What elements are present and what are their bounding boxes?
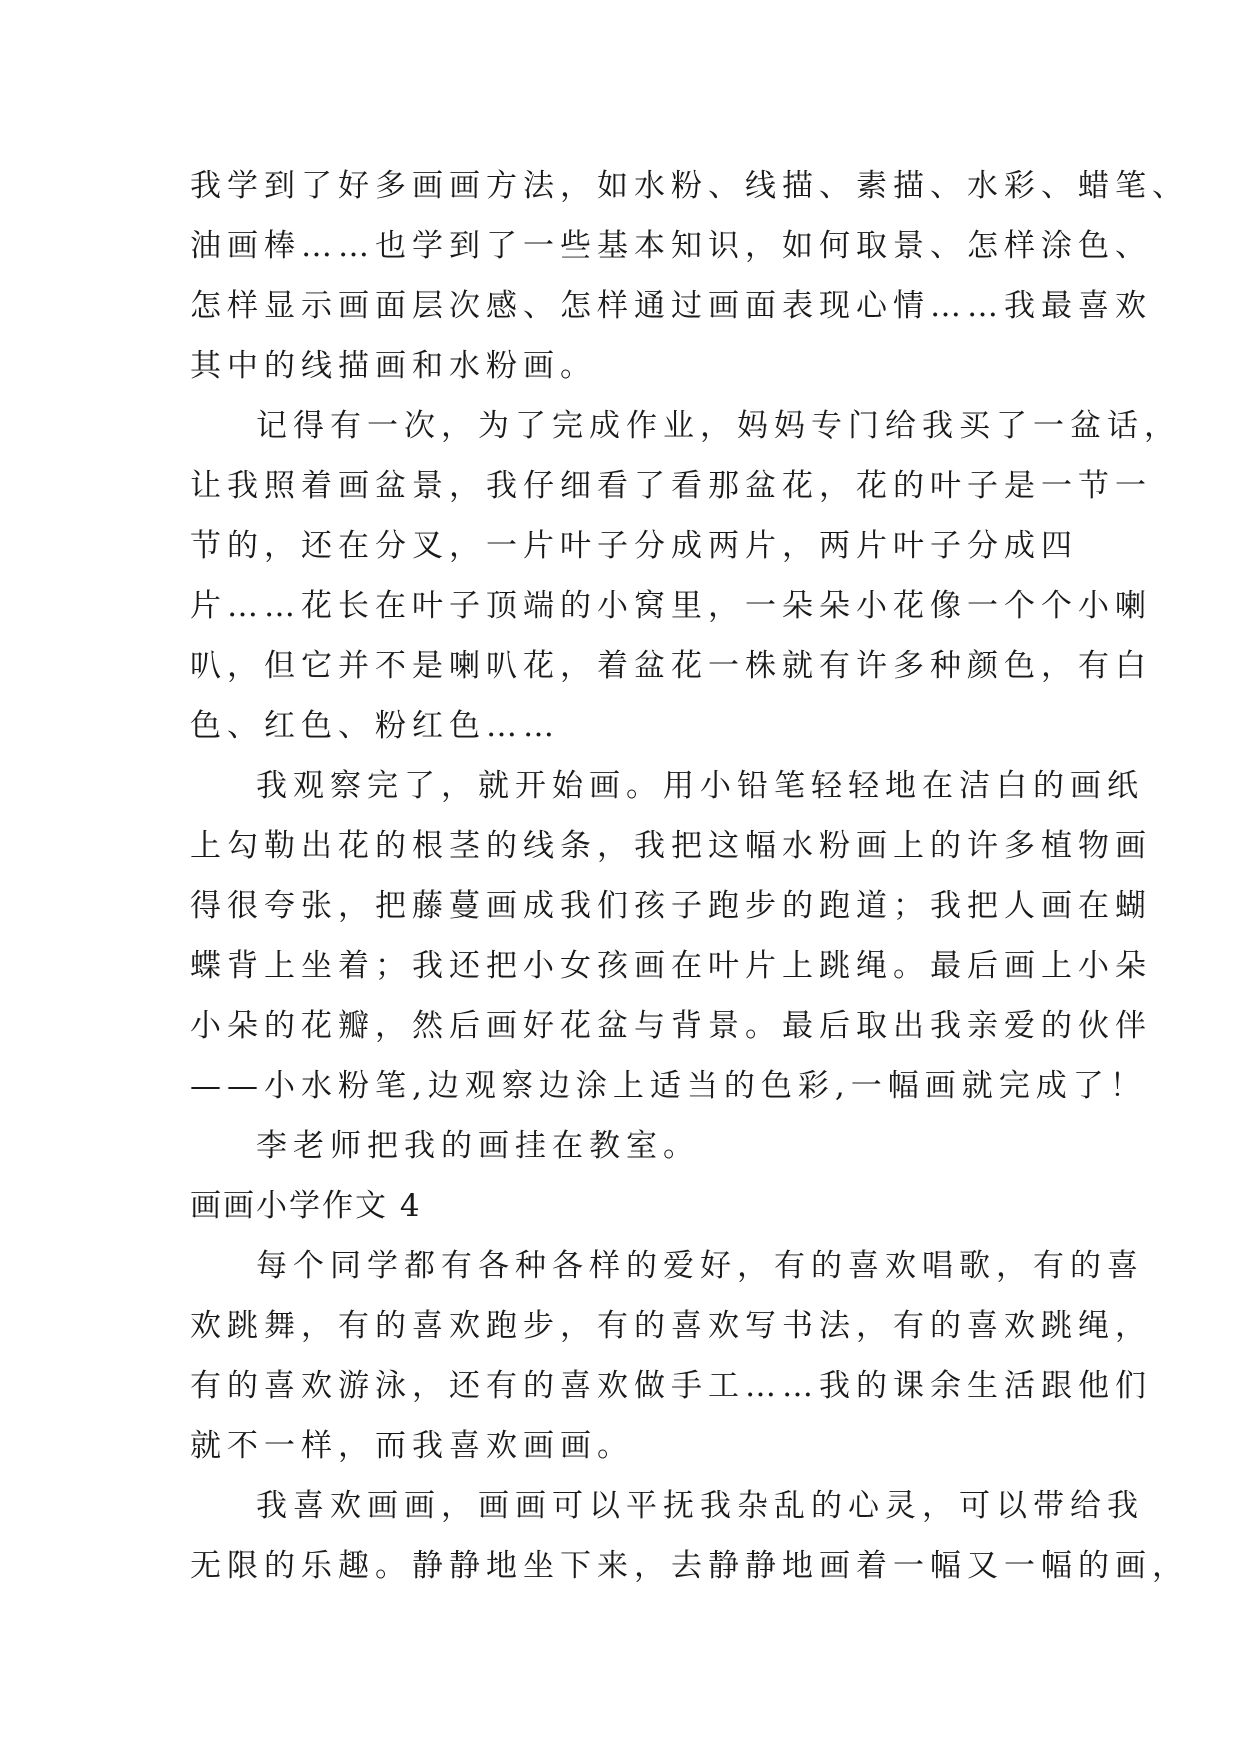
text-line: 色、红色、粉红色…… (190, 708, 560, 744)
text-line: 怎样显示画面层次感、怎样通过画面表现心情……我最喜欢 (190, 288, 1152, 324)
text-line: 得很夸张，把藤蔓画成我们孩子跑步的跑道；我把人画在蝴 (190, 888, 1152, 924)
text-line: 油画棒……也学到了一些基本知识，如何取景、怎样涂色、 (190, 228, 1152, 264)
text-line: 小朵的花瓣，然后画好花盆与背景。最后取出我亲爱的伙伴 (190, 1008, 1152, 1044)
paragraph-start-line: 每个同学都有各种各样的爱好，有的喜欢唱歌，有的喜 (256, 1248, 1144, 1284)
text-line: 就不一样，而我喜欢画画。 (190, 1428, 634, 1464)
paragraph-start-line: 李老师把我的画挂在教室。 (256, 1128, 700, 1164)
text-line: 节的，还在分叉，一片叶子分成两片，两片叶子分成四 (190, 528, 1078, 564)
paragraph-start-line: 记得有一次，为了完成作业，妈妈专门给我买了一盆话， (256, 408, 1181, 444)
section-heading: 画画小学作文 4 (190, 1188, 422, 1224)
text-line: 无限的乐趣。静静地坐下来，去静静地画着一幅又一幅的画， (190, 1548, 1189, 1584)
text-line: 其中的线描画和水粉画。 (190, 348, 597, 384)
text-line: 片……花长在叶子顶端的小窝里，一朵朵小花像一个个小喇 (190, 588, 1152, 624)
text-line: 欢跳舞，有的喜欢跑步，有的喜欢写书法，有的喜欢跳绳， (190, 1308, 1152, 1344)
text-line: 有的喜欢游泳，还有的喜欢做手工……我的课余生活跟他们 (190, 1368, 1152, 1404)
text-line: 上勾勒出花的根茎的线条，我把这幅水粉画上的许多植物画 (190, 828, 1152, 864)
text-line: 我学到了好多画画方法，如水粉、线描、素描、水彩、蜡笔、 (190, 168, 1189, 204)
text-line: 蝶背上坐着；我还把小女孩画在叶片上跳绳。最后画上小朵 (190, 948, 1152, 984)
text-line: 让我照着画盆景，我仔细看了看那盆花，花的叶子是一节一 (190, 468, 1152, 504)
text-line: 叭，但它并不是喇叭花，着盆花一株就有许多种颜色，有白 (190, 648, 1152, 684)
paragraph-start-line: 我喜欢画画，画画可以平抚我杂乱的心灵，可以带给我 (256, 1488, 1144, 1524)
text-line: ——小水粉笔,边观察边涂上适当的色彩,一幅画就完成了！ (190, 1068, 1147, 1104)
paragraph-start-line: 我观察完了，就开始画。用小铅笔轻轻地在洁白的画纸 (256, 768, 1144, 804)
